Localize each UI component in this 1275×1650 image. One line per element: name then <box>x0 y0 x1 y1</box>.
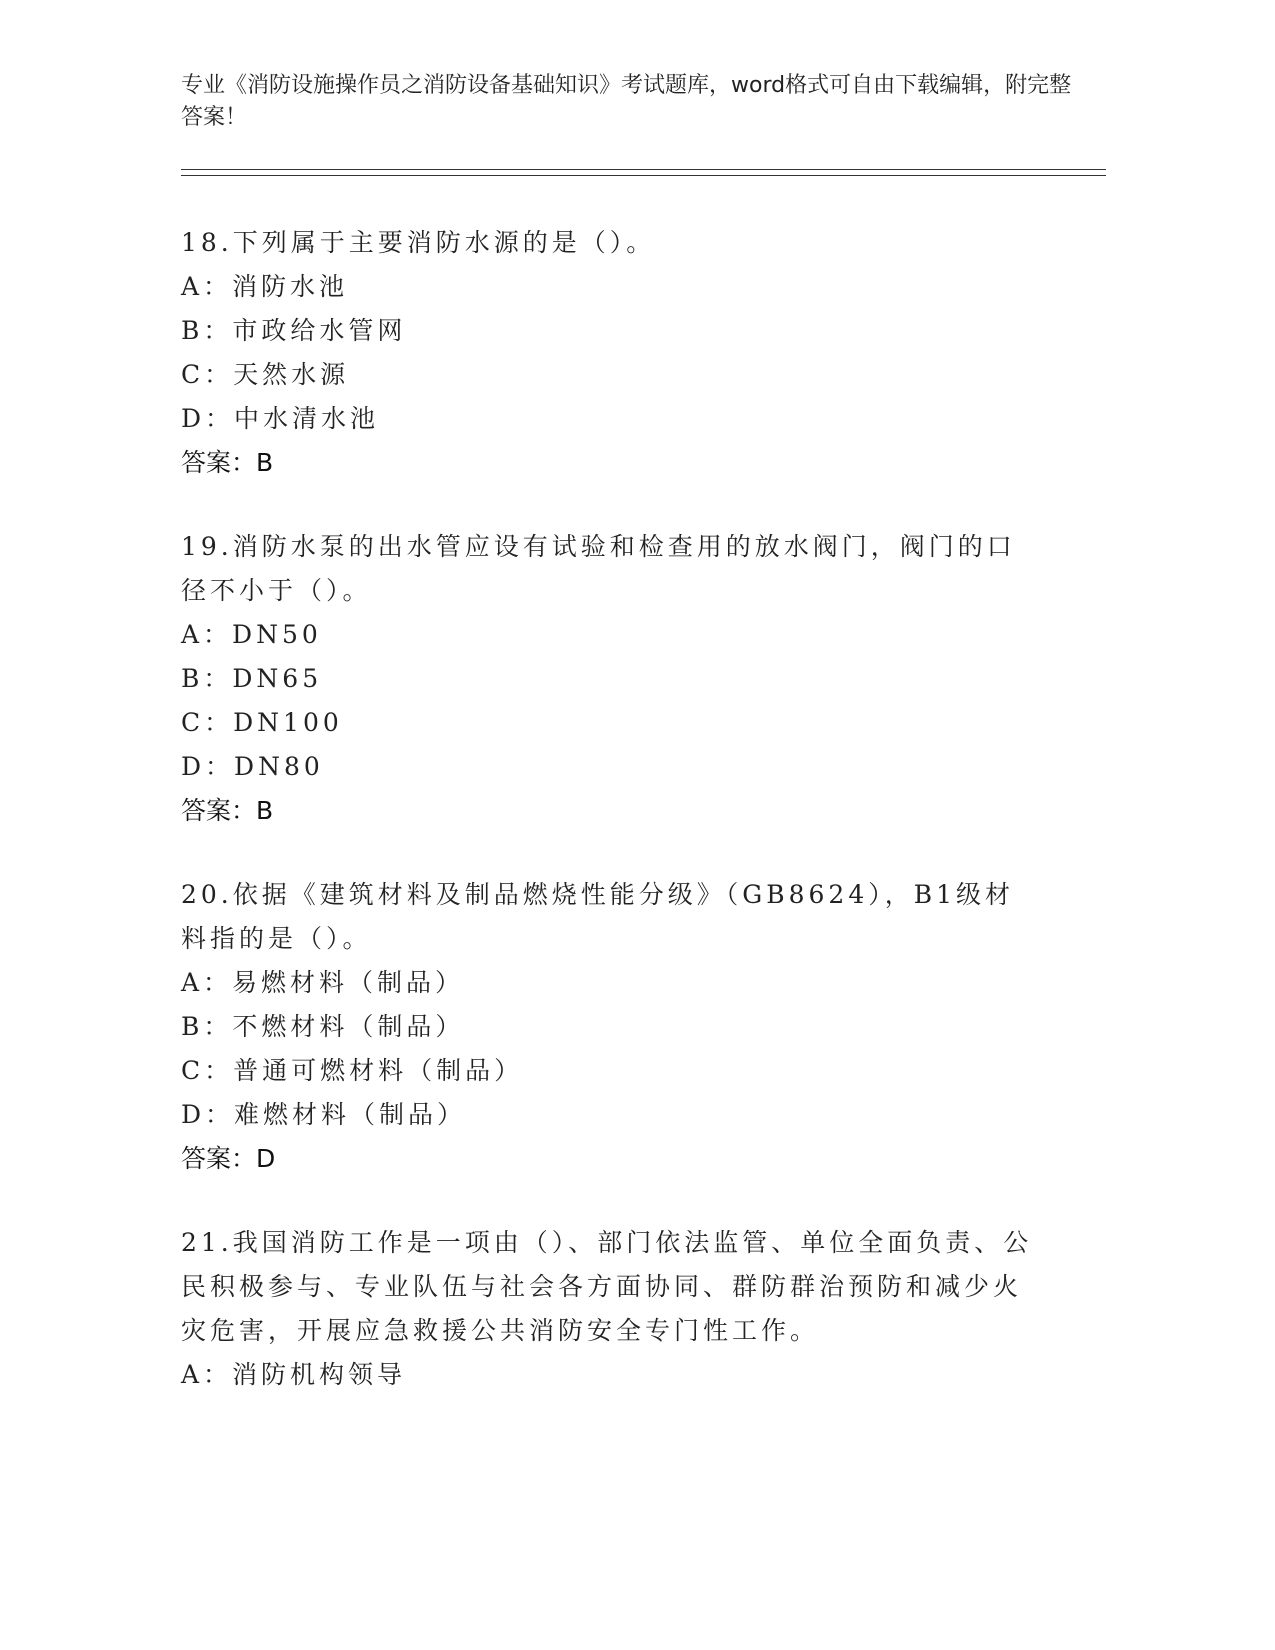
answer-line <box>181 441 1041 485</box>
option-d: D：难燃材料（制品） <box>181 1100 467 1129</box>
option-b: B：不燃材料（制品） <box>181 1012 465 1041</box>
option-c: C：普通可燃材料（制品） <box>181 1056 524 1085</box>
answer-label: 答案： <box>181 796 257 825</box>
answer-value: D <box>256 1144 276 1173</box>
option-a: A：消防水池 <box>181 272 349 301</box>
option-c: C：天然水源 <box>181 360 350 389</box>
answer-value: B <box>256 796 274 825</box>
answer-label: 答案： <box>181 1144 257 1173</box>
header-divider-bottom <box>181 175 1106 176</box>
question-stem: 18.下列属于主要消防水源的是（）。 <box>181 228 656 257</box>
option-a: A：DN50 <box>181 620 322 649</box>
option-b: B：市政给水管网 <box>181 316 407 345</box>
question-list <box>181 221 1041 1437</box>
option-d: D：DN80 <box>181 752 324 781</box>
answer-label: 答案： <box>181 448 257 477</box>
question-18 <box>181 221 1041 485</box>
question-stem: 21.我国消防工作是一项由（）、部门依法监管、单位全面负责、公民积极参与、专业队伍与社会各方面协同、群防群治预防和减少火灾危害，开展应急救援公共消防安全专门性工作。 <box>181 1228 1033 1345</box>
document-header: 专业《消防设施操作员之消防设备基础知识》考试题库，word格式可自由下载编辑，附完整答案！ <box>181 73 1072 130</box>
question-stem: 19.消防水泵的出水管应设有试验和检查用的放水阀门，阀门的口径不小于（）。 <box>181 532 1016 605</box>
answer-line <box>181 789 1041 833</box>
question-19 <box>181 525 1041 833</box>
question-21 <box>181 1221 1041 1397</box>
option-a: A：易燃材料（制品） <box>181 968 465 997</box>
question-20 <box>181 873 1041 1181</box>
answer-value: B <box>256 448 274 477</box>
header-divider-top <box>181 169 1106 170</box>
option-b: B：DN65 <box>181 664 323 693</box>
answer-line <box>181 1137 1041 1181</box>
option-c: C：DN100 <box>181 708 343 737</box>
option-a: A：消防机构领导 <box>181 1360 407 1389</box>
option-d: D：中水清水池 <box>181 404 380 433</box>
question-stem: 20.依据《建筑材料及制品燃烧性能分级》（GB8624），B1级材料指的是（）。 <box>181 880 1015 953</box>
